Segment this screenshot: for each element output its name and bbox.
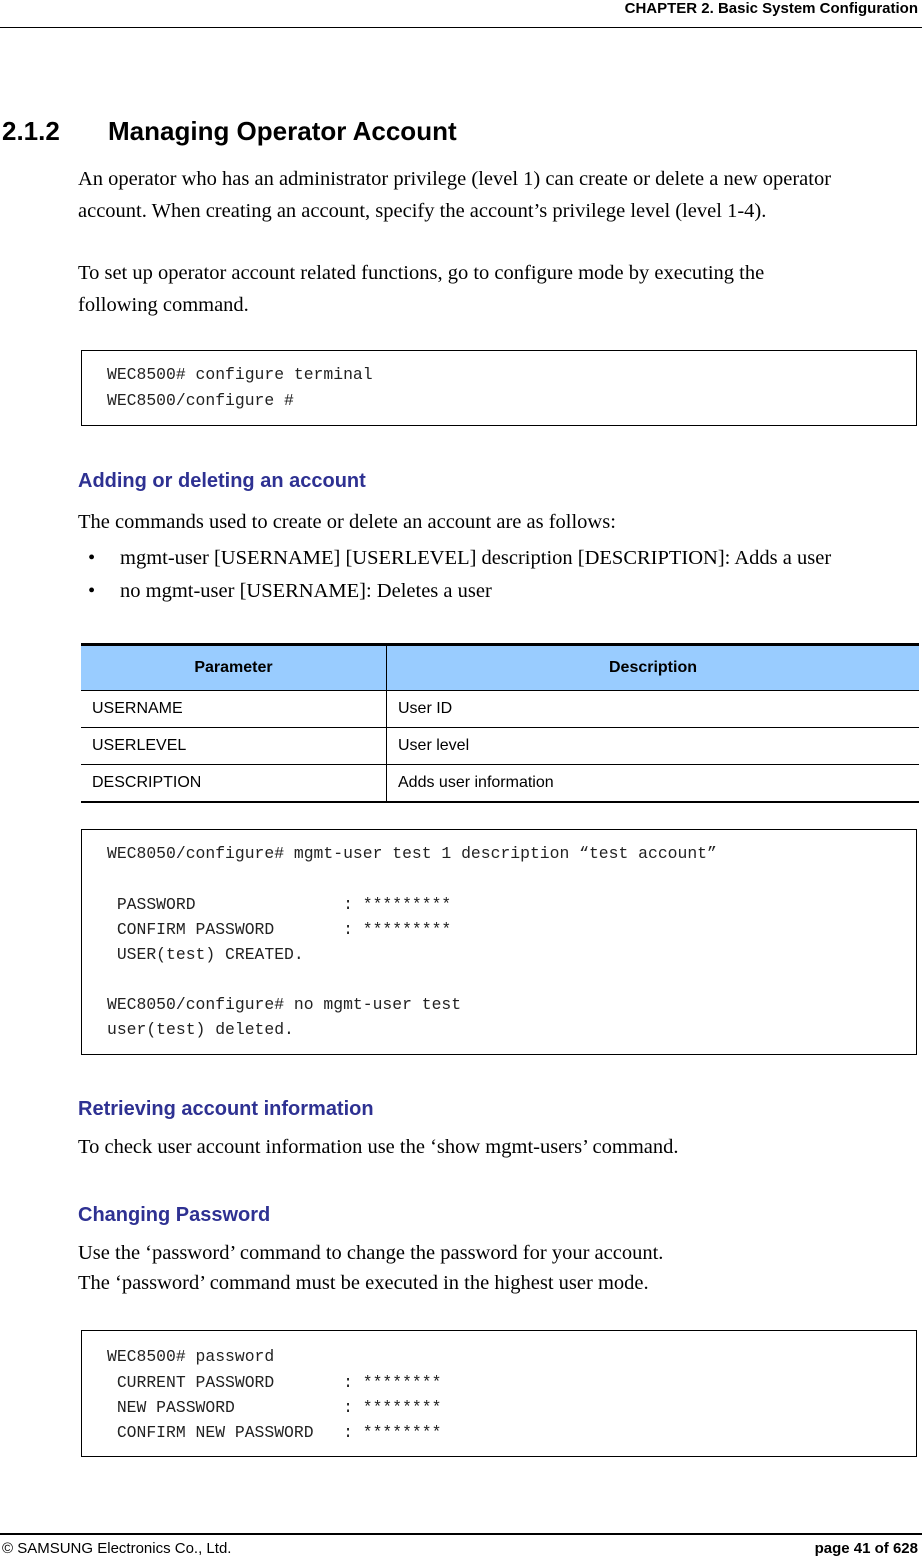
intro-p2-line2: following command. <box>78 294 249 316</box>
list-item <box>78 542 831 575</box>
intro-p2-line1: To set up operator account related functions, go to configure mode by executing the <box>78 262 765 284</box>
subheading-changing-password: Changing Password <box>78 1204 271 1226</box>
subheading-adding: Adding or deleting an account <box>78 470 366 492</box>
intro-paragraph-1 <box>78 163 918 227</box>
header-divider <box>0 27 922 28</box>
changing-line1: Use the ‘password’ command to change the password for your account. <box>78 1242 664 1264</box>
code-block-mgmt-user <box>81 829 917 1055</box>
changing-line2: The ‘password’ command must be executed in the highest user mode. <box>78 1272 649 1294</box>
bullet-icon: • <box>88 580 96 602</box>
code-line: WEC8500/configure # <box>107 391 294 410</box>
code-line: PASSWORD : ********* <box>107 895 452 914</box>
command-list <box>78 542 831 608</box>
table-cell: USERLEVEL <box>81 728 387 765</box>
table-cell: DESCRIPTION <box>81 765 387 803</box>
section-title: Managing Operator Account <box>108 116 457 146</box>
adding-text: The commands used to create or delete an account are as follows: <box>78 511 616 533</box>
chapter-header: CHAPTER 2. Basic System Configuration <box>624 0 918 17</box>
bullet-icon: • <box>88 547 96 569</box>
code-line: WEC8050/configure# no mgmt-user test <box>107 995 462 1014</box>
parameter-table <box>81 643 919 803</box>
column-header-parameter: Parameter <box>81 645 387 691</box>
intro-p1-line1: An operator who has an administrator privilege (level 1) can create or delete a new operator <box>78 168 832 190</box>
changing-text <box>78 1238 918 1298</box>
code-block-configure <box>81 350 917 426</box>
intro-p1-line2: account. When creating an account, specify the account’s privilege level (level 1-4). <box>78 200 767 222</box>
list-item-text: no mgmt-user [USERNAME]: Deletes a user <box>120 580 492 602</box>
code-line: WEC8500# configure terminal <box>107 365 373 384</box>
list-item-text: mgmt-user [USERNAME] [USERLEVEL] description [DESCRIPTION]: Adds a user <box>120 547 832 569</box>
code-block-password <box>81 1330 917 1457</box>
table-row <box>81 765 919 803</box>
table-cell: USERNAME <box>81 691 387 728</box>
intro-paragraph-2 <box>78 257 918 321</box>
footer-copyright: © SAMSUNG Electronics Co., Ltd. <box>2 1540 232 1557</box>
table-cell: User ID <box>387 691 920 728</box>
code-line: user(test) deleted. <box>107 1020 294 1039</box>
footer-page-number: page 41 of 628 <box>814 1540 918 1557</box>
section-number: 2.1.2 <box>2 116 60 146</box>
code-line: WEC8500# password <box>107 1347 275 1366</box>
code-line: CONFIRM NEW PASSWORD : ******** <box>107 1423 442 1442</box>
column-header-description: Description <box>387 645 920 691</box>
table-cell: Adds user information <box>387 765 920 803</box>
list-item <box>78 575 831 608</box>
code-line: WEC8050/configure# mgmt-user test 1 description “test account” <box>107 844 717 863</box>
code-line: NEW PASSWORD : ******** <box>107 1398 442 1417</box>
code-line: CONFIRM PASSWORD : ********* <box>107 920 452 939</box>
code-line: USER(test) CREATED. <box>107 945 304 964</box>
subheading-retrieving: Retrieving account information <box>78 1098 374 1120</box>
table-cell: User level <box>387 728 920 765</box>
retrieving-text: To check user account information use the ‘show mgmt-users’ command. <box>78 1136 679 1158</box>
footer-divider <box>0 1533 922 1535</box>
table-row <box>81 728 919 765</box>
code-line: CURRENT PASSWORD : ******** <box>107 1373 442 1392</box>
table-row <box>81 691 919 728</box>
section-heading <box>2 116 457 147</box>
table-header-row <box>81 645 919 691</box>
